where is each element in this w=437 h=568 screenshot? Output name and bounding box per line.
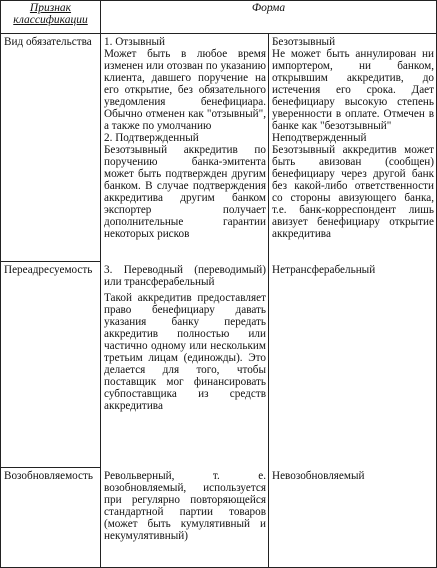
form-description: Такой аккредитив предоставляет право бенефициару давать указания банку передать аккредитив полностью или частично одному или нескольким третьим лицам (единожды). Это делается для того, чтобы поставщик мог финансировать субпоставщика из средств аккредитива bbox=[104, 291, 266, 412]
table-row bbox=[1, 34, 437, 262]
form-description: Может быть в любое время изменен или отозван по указанию клиента, давшего поручение на его открытие, без обязательного уведомления бенефициара. Обычно отменен как "отзывный", а также по умолчанию bbox=[104, 48, 266, 132]
table-row bbox=[1, 262, 437, 468]
table-header-row bbox=[1, 1, 437, 34]
form-title: 2. Подтвержденный bbox=[104, 132, 199, 144]
form-title: Неподтвержденный bbox=[272, 132, 367, 144]
form-cell-right bbox=[269, 468, 437, 568]
row-criterion: Переадресуемость bbox=[1, 262, 101, 468]
form-cell-left bbox=[101, 34, 269, 262]
form-cell-left bbox=[101, 468, 269, 568]
form-title: 3. Переводный (переводимый) или трансферабельный bbox=[104, 263, 266, 288]
form-description: Не может быть аннулирован ни импортером, ни банком, открывшим аккредитив, до истечения его срока. Дает бенефициару высокую степень уверенности в оплате. Отмечен в банке как "безотзывный" bbox=[272, 48, 435, 132]
form-description: Револьверный, т. е. возобновляемый, используется при регулярно повторяющейся стандартной партии товаров (может быть кумулятивный и некумулятивный) bbox=[104, 469, 266, 542]
form-cell-right bbox=[269, 34, 437, 262]
form-cell-right bbox=[269, 262, 437, 468]
form-description: Безотзывный аккредитив по поручению банка-эмитента может быть подтвержден другим банком. В случае подтверждения аккредитива другим банком экспортер получает дополнительные гарантии некоторых рисков bbox=[104, 144, 266, 240]
form-title: Нетрансферабельный bbox=[272, 263, 376, 276]
header-form: Форма bbox=[101, 1, 437, 34]
form-cell-left bbox=[101, 262, 269, 468]
form-description: Безотзывный аккредитив может быть авизован (сообщен) бенефициару через другой банк без какой-либо ответственности со стороны авизующего банка, т.е. банк-корреспондент лишь авизует бенефициару открытие аккредитива bbox=[272, 144, 435, 240]
row-criterion: Возобновляемость bbox=[1, 468, 101, 568]
table-row bbox=[1, 468, 437, 568]
form-title: Безотзывный bbox=[272, 36, 336, 48]
header-criterion: Признак классификации bbox=[1, 1, 101, 34]
form-title: Невозобновляемый bbox=[272, 469, 365, 482]
form-title: 1. Отзывный bbox=[104, 36, 166, 48]
row-criterion: Вид обязательства bbox=[1, 34, 101, 262]
